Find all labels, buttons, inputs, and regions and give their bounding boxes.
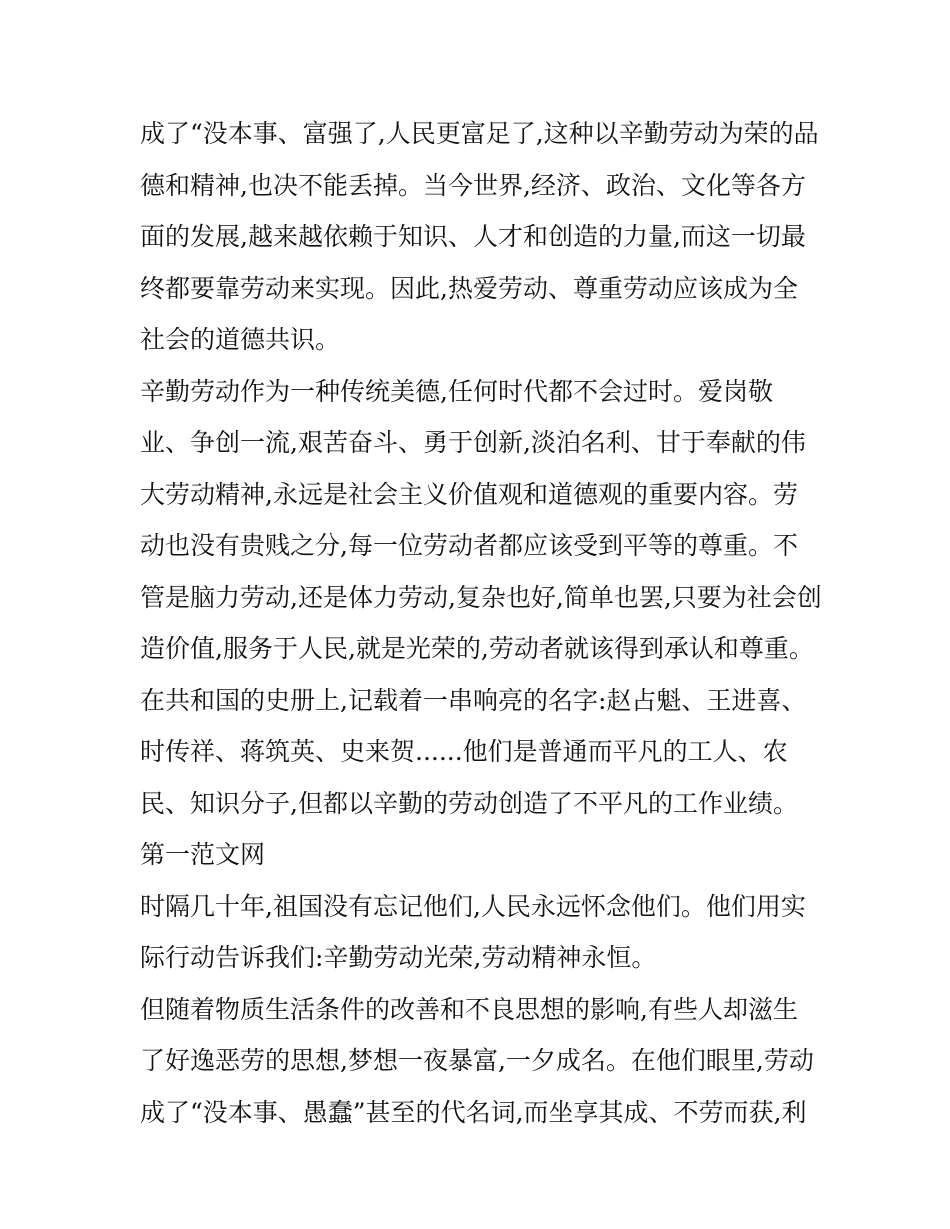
text-line: 民、知识分子,但都以辛勤的劳动创造了不平凡的工作业绩。 xyxy=(140,788,798,818)
text-line: 社会的道德共识。 xyxy=(140,325,341,354)
text-line: 际行动告诉我们:辛勤劳动光荣,劳动精神永恒。 xyxy=(140,943,657,972)
document-body xyxy=(140,108,820,1138)
text-line: 面的发展,越来越依赖于知识、人才和创造的力量,而这一切最 xyxy=(140,222,806,251)
text-line: 但随着物质生活条件的改善和不良思想的影响,有些人却滋生 xyxy=(140,994,798,1024)
text-line: 动也没有贵贱之分,每一位劳动者都应该受到平等的尊重。不 xyxy=(140,531,798,560)
text-line: 时传祥、蒋筑英、史来贺......他们是普通而平凡的工人、农 xyxy=(140,737,788,766)
text-line: 造价值,服务于人民,就是光荣的,劳动者就该得到承认和尊重。 xyxy=(140,634,814,663)
text-line: 管是脑力劳动,还是体力劳动,复杂也好,简单也罢,只要为社会创 xyxy=(140,582,822,612)
text-line: 成了“没本事、愚蠢”甚至的代名词,而坐享其成、不劳而获,利 xyxy=(140,1097,807,1127)
text-line: 大劳动精神,永远是社会主义价值观和道德观的重要内容。劳 xyxy=(140,479,798,509)
text-line: 第一范文网 xyxy=(140,840,266,869)
text-line: 德和精神,也决不能丢掉。当今世界,经济、政治、文化等各方 xyxy=(140,170,806,200)
text-line: 成了“没本事、富强了,人民更富足了,这种以辛勤劳动为荣的品 xyxy=(140,119,819,148)
text-line: 时隔几十年,祖国没有忘记他们,人民永远怀念他们。他们用实 xyxy=(140,891,806,921)
text-line: 在共和国的史册上,记载着一串响亮的名字:赵占魁、王进喜、 xyxy=(140,685,807,715)
text-line: 终都要靠劳动来实现。因此,热爱劳动、尊重劳动应该成为全 xyxy=(140,273,798,303)
text-line: 业、争创一流,艰苦奋斗、勇于创新,淡泊名利、甘于奉献的伟 xyxy=(140,428,806,457)
text-line: 辛勤劳动作为一种传统美德,任何时代都不会过时。爱岗敬 xyxy=(140,376,773,406)
text-line: 了好逸恶劳的思想,梦想一夜暴富,一夕成名。在他们眼里,劳动 xyxy=(140,1046,814,1075)
